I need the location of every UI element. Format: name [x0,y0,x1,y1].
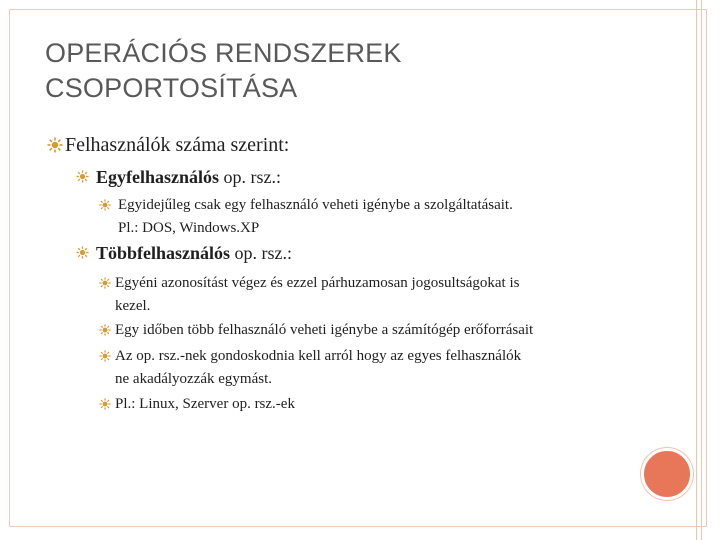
slide-title [45,36,605,106]
list-item [115,319,655,342]
item-line: Pl.: Linux, Szerver op. rsz.-ek [115,396,295,412]
title-line: CSOPORTOSÍTÁSA [45,73,298,103]
sun-bullet-icon [76,246,89,259]
sun-bullet-icon [47,137,63,153]
sun-bullet-icon [99,350,111,362]
term-suffix: op. rsz.: [219,167,282,187]
list-item [118,194,628,240]
rail-line [701,0,702,540]
sun-bullet-icon [76,170,89,183]
item-line: Egyéni azonosítást végez és ezzel párhuzamosan jogosultságokat is [115,275,520,291]
item-line: kezel. [115,298,151,314]
accent-circle [641,448,693,500]
item-line: ne akadályozzák egymást. [115,371,273,387]
bullet-level2-multi [96,242,292,264]
term-suffix: op. rsz.: [230,243,293,263]
item-line: Egyidejűleg csak egy felhasználó veheti igénybe a szolgáltatásait. [118,197,513,213]
item-line: Az op. rsz.-nek gondoskodnia kell arról hogy az egyes felhasználók [115,348,522,364]
list-item [115,393,625,416]
list-item [115,345,625,391]
item-line: Pl.: DOS, Windows.XP [118,220,260,236]
rail-line [696,0,697,540]
term-multi: Többfelhasználós [96,243,231,263]
decorative-rail [684,0,720,540]
title-line: OPERÁCIÓS RENDSZEREK [45,38,402,68]
item-line: Egy időben több felhasználó veheti igénybe a számítógép erőforrásait [115,322,534,338]
list-item [115,272,625,318]
bullet-level1: Felhasználók száma szerint: [65,134,290,156]
sun-bullet-icon [99,324,111,336]
sun-bullet-icon [99,199,111,211]
sun-bullet-icon [99,277,111,289]
term-single: Egyfelhasználós [96,167,220,187]
sun-bullet-icon [99,398,111,410]
bullet-level2-single [96,166,281,188]
